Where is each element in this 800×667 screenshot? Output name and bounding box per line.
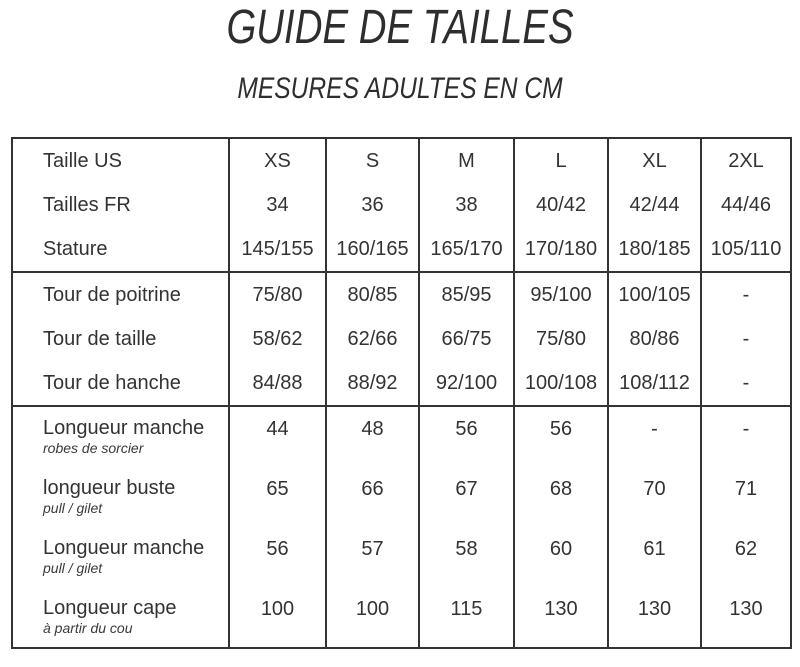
table-row-tour-hanche bbox=[12, 361, 791, 406]
value-cell: 80/86 bbox=[608, 317, 701, 361]
row-label-cell bbox=[12, 272, 229, 317]
table-row-tour-poitrine bbox=[12, 272, 791, 317]
row-label-cell bbox=[12, 317, 229, 361]
row-label: Stature bbox=[43, 237, 108, 260]
row-label-cell bbox=[12, 406, 229, 467]
size-guide-table bbox=[11, 137, 792, 649]
value-cell: 38 bbox=[419, 183, 514, 227]
value-cell: 84/88 bbox=[229, 361, 326, 406]
value-cell: 56 bbox=[229, 527, 326, 587]
value-cell: XS bbox=[229, 138, 326, 183]
value-cell: L bbox=[514, 138, 608, 183]
value-cell: 100/105 bbox=[608, 272, 701, 317]
table-row-longueur-manche-pull bbox=[12, 527, 791, 587]
value-cell: 145/155 bbox=[229, 227, 326, 272]
value-cell: 58 bbox=[419, 527, 514, 587]
value-cell: 44/46 bbox=[701, 183, 791, 227]
table-row-taille-us bbox=[12, 138, 791, 183]
row-label: longueur buste bbox=[43, 477, 176, 500]
value-cell: 56 bbox=[514, 406, 608, 467]
table-row-tailles-fr bbox=[12, 183, 791, 227]
row-sublabel: robes de sorcier bbox=[43, 440, 144, 457]
value-cell: 80/85 bbox=[326, 272, 419, 317]
value-cell: 100 bbox=[229, 587, 326, 648]
table-row-stature bbox=[12, 227, 791, 272]
row-label-cell bbox=[12, 138, 229, 183]
row-label: Longueur manche bbox=[43, 537, 205, 560]
row-sublabel: à partir du cou bbox=[43, 620, 133, 637]
row-sublabel: pull / gilet bbox=[43, 500, 103, 517]
row-label: Tailles FR bbox=[43, 193, 131, 216]
value-cell: 100 bbox=[326, 587, 419, 648]
row-label-cell bbox=[12, 527, 229, 587]
value-cell: 34 bbox=[229, 183, 326, 227]
page-title: GUIDE DE TAILLES bbox=[226, 1, 574, 54]
value-cell: 68 bbox=[514, 467, 608, 527]
value-cell: 130 bbox=[608, 587, 701, 648]
value-cell: 40/42 bbox=[514, 183, 608, 227]
value-cell: 85/95 bbox=[419, 272, 514, 317]
value-cell: 115 bbox=[419, 587, 514, 648]
table-row-longueur-manche-robes bbox=[12, 406, 791, 467]
value-cell: 66 bbox=[326, 467, 419, 527]
value-cell: XL bbox=[608, 138, 701, 183]
value-cell: 2XL bbox=[701, 138, 791, 183]
value-cell: M bbox=[419, 138, 514, 183]
value-cell: 36 bbox=[326, 183, 419, 227]
value-cell: 62/66 bbox=[326, 317, 419, 361]
value-cell: 56 bbox=[419, 406, 514, 467]
value-cell: 170/180 bbox=[514, 227, 608, 272]
table-row-tour-taille bbox=[12, 317, 791, 361]
row-label-cell bbox=[12, 183, 229, 227]
value-cell: 180/185 bbox=[608, 227, 701, 272]
value-cell: 165/170 bbox=[419, 227, 514, 272]
row-label-cell bbox=[12, 227, 229, 272]
value-cell: - bbox=[701, 361, 791, 406]
row-label: Taille US bbox=[43, 149, 122, 172]
value-cell: 42/44 bbox=[608, 183, 701, 227]
value-cell: 61 bbox=[608, 527, 701, 587]
value-cell: S bbox=[326, 138, 419, 183]
value-cell: 92/100 bbox=[419, 361, 514, 406]
value-cell: 88/92 bbox=[326, 361, 419, 406]
row-label: Tour de hanche bbox=[43, 371, 181, 394]
row-sublabel: pull / gilet bbox=[43, 560, 103, 577]
value-cell: 57 bbox=[326, 527, 419, 587]
row-label: Longueur cape bbox=[43, 597, 177, 620]
value-cell: 100/108 bbox=[514, 361, 608, 406]
row-label-cell bbox=[12, 467, 229, 527]
value-cell: 58/62 bbox=[229, 317, 326, 361]
table-section-tours bbox=[12, 272, 791, 406]
value-cell: 130 bbox=[701, 587, 791, 648]
value-cell: 108/112 bbox=[608, 361, 701, 406]
value-cell: 44 bbox=[229, 406, 326, 467]
value-cell: 75/80 bbox=[229, 272, 326, 317]
value-cell: 130 bbox=[514, 587, 608, 648]
row-label: Tour de taille bbox=[43, 327, 157, 350]
table-section-longueurs bbox=[12, 406, 791, 648]
value-cell: 48 bbox=[326, 406, 419, 467]
row-label-cell bbox=[12, 587, 229, 648]
value-cell: - bbox=[701, 272, 791, 317]
value-cell: 71 bbox=[701, 467, 791, 527]
table-row-longueur-buste bbox=[12, 467, 791, 527]
value-cell: 160/165 bbox=[326, 227, 419, 272]
row-label: Tour de poitrine bbox=[43, 283, 181, 306]
value-cell: 75/80 bbox=[514, 317, 608, 361]
value-cell: 95/100 bbox=[514, 272, 608, 317]
value-cell: - bbox=[701, 406, 791, 467]
value-cell: 60 bbox=[514, 527, 608, 587]
value-cell: 67 bbox=[419, 467, 514, 527]
table-row-longueur-cape bbox=[12, 587, 791, 648]
page-subtitle: MESURES ADULTES EN CM bbox=[237, 72, 563, 105]
value-cell: 70 bbox=[608, 467, 701, 527]
value-cell: 105/110 bbox=[701, 227, 791, 272]
row-label: Longueur manche bbox=[43, 417, 205, 440]
value-cell: - bbox=[608, 406, 701, 467]
table-section-sizes bbox=[12, 138, 791, 272]
value-cell: - bbox=[701, 317, 791, 361]
row-label-cell bbox=[12, 361, 229, 406]
value-cell: 62 bbox=[701, 527, 791, 587]
value-cell: 65 bbox=[229, 467, 326, 527]
value-cell: 66/75 bbox=[419, 317, 514, 361]
